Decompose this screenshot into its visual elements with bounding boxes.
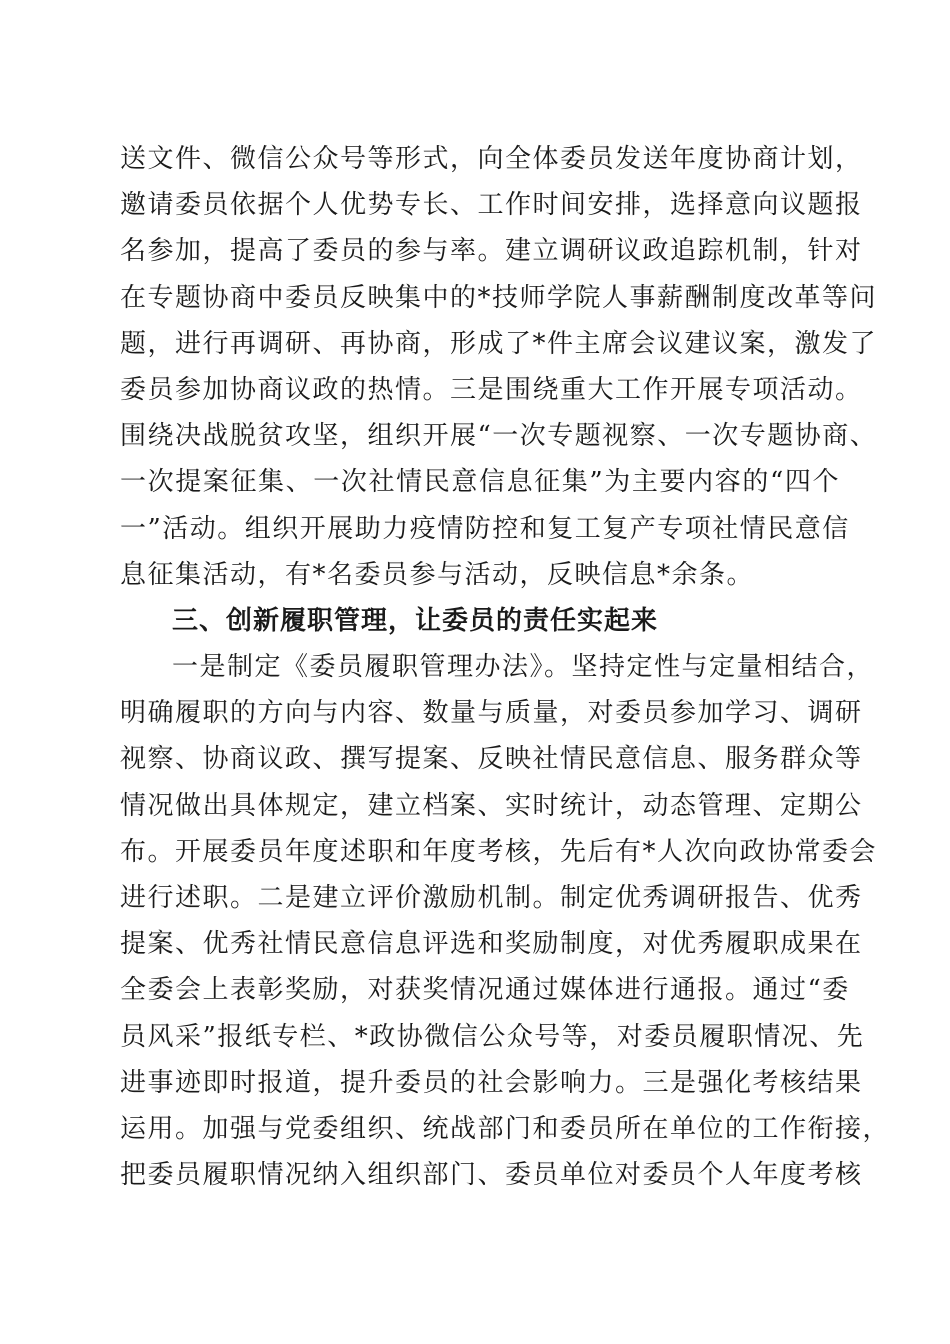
text-line: 进行述职。二是建立评价激励机制。制定优秀调研报告、优秀 — [120, 883, 863, 913]
paragraph-continued — [120, 136, 878, 598]
text-line: 把委员履职情况纳入组织部门、委员单位对委员个人年度考核 — [120, 1160, 863, 1191]
text-line: 全委会上表彰奖励，对获奖情况通过媒体进行通报。通过“委 — [120, 975, 850, 1006]
text-line: 提案、优秀社情民意信息评选和奖励制度，对优秀履职成果在 — [120, 929, 863, 960]
paragraph-section-3 — [120, 644, 891, 1198]
text-line: 名参加，提高了委员的参与率。建立调研议政追踪机制，针对 — [120, 236, 863, 267]
text-line: 情况做出具体规定，建立档案、实时统计，动态管理、定期公 — [120, 790, 863, 821]
text-line: 委员参加协商议政的热情。三是围绕重大工作开展专项活动。 — [120, 374, 863, 405]
text-line: 运用。加强与党委组织、统战部门和委员所在单位的工作衔接， — [120, 1113, 891, 1144]
text-line: 视察、协商议政、撰写提案、反映社情民意信息、服务群众等 — [120, 744, 863, 775]
text-line: 邀请委员依据个人优势专长、工作时间安排，选择意向议题报 — [120, 190, 863, 221]
text-line: 一是制定《委员履职管理办法》。坚持定性与定量相结合， — [172, 652, 875, 683]
text-line: 明确履职的方向与内容、数量与质量，对委员参加学习、调研 — [120, 698, 863, 729]
text-line: 题，进行再调研、再协商，形成了*件主席会议建议案，激发了 — [120, 328, 878, 359]
text-line: 送文件、微信公众号等形式，向全体委员发送年度协商计划， — [120, 144, 863, 174]
text-line: 息征集活动，有*名委员参与活动，反映信息*余条。 — [120, 559, 755, 590]
document-body — [120, 136, 891, 1198]
text-line: 进事迹即时报道，提升委员的社会影响力。三是强化考核结果 — [120, 1067, 863, 1098]
text-line: 员风采”报纸专栏、*政协微信公众号等，对委员履职情况、先 — [120, 1021, 865, 1052]
section-heading: 三、创新履职管理，让委员的责任实起来 — [172, 605, 659, 636]
text-line: 布。开展委员年度述职和年度考核，先后有*人次向政协常委会 — [120, 836, 878, 867]
text-line: 一”活动。组织开展助力疫情防控和复工复产专项社情民意信 — [120, 513, 850, 544]
text-line: 一次提案征集、一次社情民意信息征集”为主要内容的“四个 — [120, 467, 840, 498]
text-line: 围绕决战脱贫攻坚，组织开展“一次专题视察、一次专题协商、 — [120, 421, 878, 452]
text-line: 在专题协商中委员反映集中的*技师学院人事薪酬制度改革等问 — [120, 282, 878, 313]
